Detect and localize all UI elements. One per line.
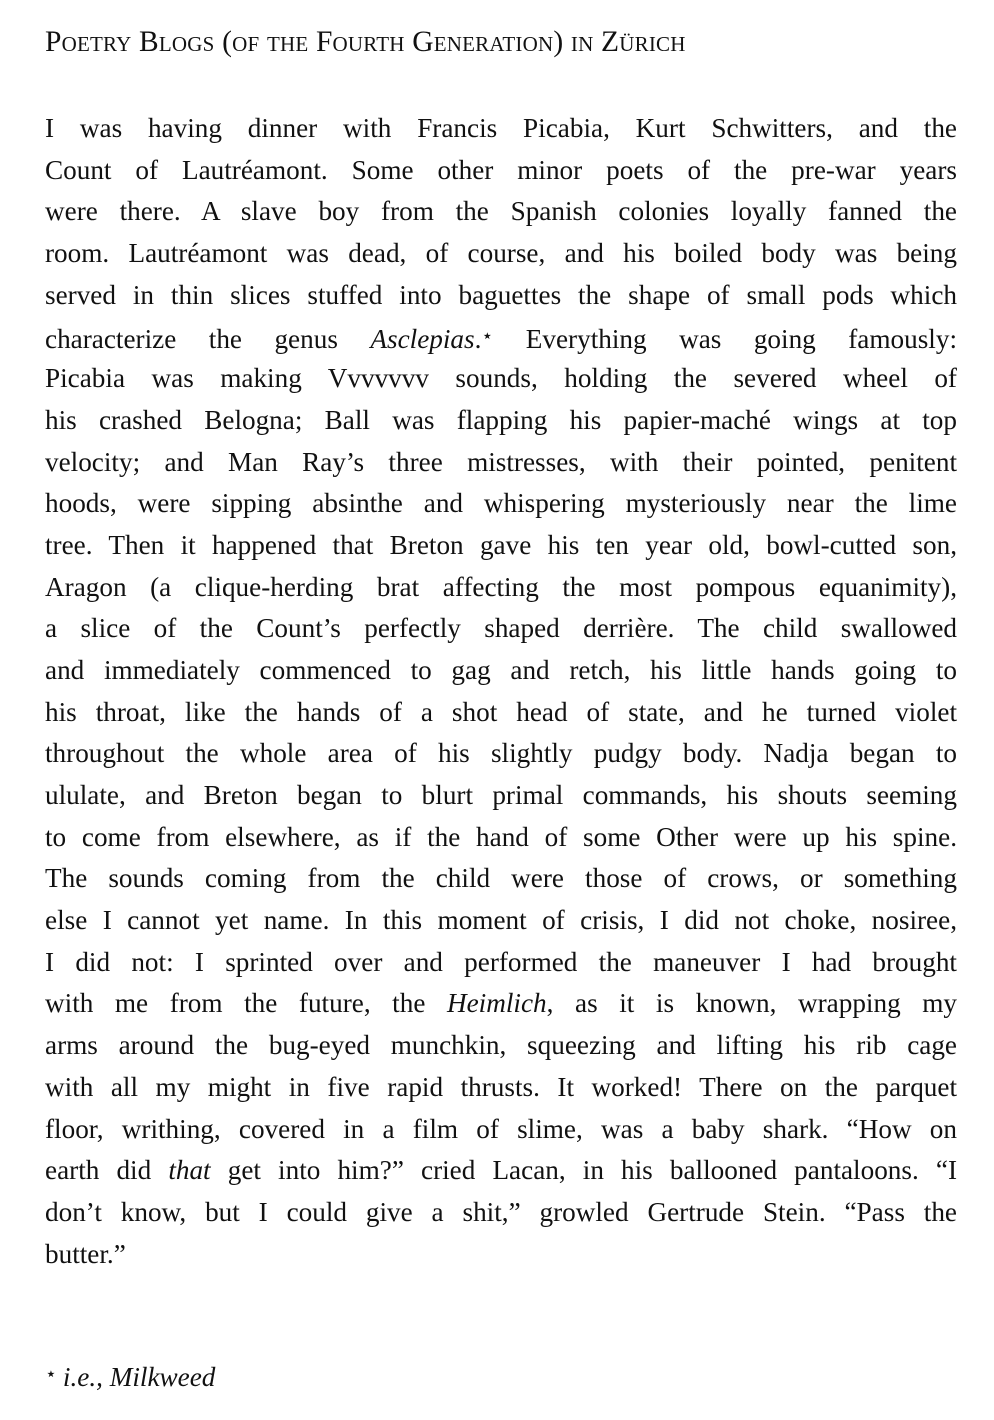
body-line: earth did that get into him?” cried Lacan, in his ballooned pantaloons. “I (45, 1155, 958, 1186)
body-line: with me from the future, the Heimlich, as it is known, wrapping my (45, 988, 957, 1019)
page-title: Poetry Blogs (of the Fourth Generation) in Zürich (45, 26, 686, 58)
body-line: served in thin slices stuffed into baguettes the shape of small pods which (45, 279, 957, 310)
body-line: Picabia was making Vvvvvvv sounds, holding the severed wheel of (45, 363, 957, 394)
italic-term: Asclepias (370, 324, 475, 355)
page (45, 22, 957, 1275)
body-line: velocity; and Man Ray’s three mistresses, with their pointed, penitent (45, 446, 957, 477)
body-line: I was having dinner with Francis Picabia, Kurt Schwitters, and the (45, 113, 957, 143)
footnote-reference-marker: ⋆ (481, 326, 494, 348)
body-line: else I cannot yet name. In this moment of crisis, I did not choke, nosiree, (45, 905, 957, 936)
body-line: to come from elsewhere, as if the hand of some Other were up his spine. (45, 821, 957, 852)
body-line: a slice of the Count’s perfectly shaped derrière. The child swallowed (45, 613, 957, 644)
body-line: butter.” (45, 1238, 126, 1269)
body-line: ululate, and Breton began to blurt primal commands, his shouts seeming (45, 780, 957, 810)
body-line: Count of Lautréamont. Some other minor poets of the pre-war years (45, 154, 957, 185)
body-line: floor, writhing, covered in a film of slime, was a baby shark. “How on (45, 1113, 957, 1144)
body-line: I did not: I sprinted over and performed the maneuver I had brought (45, 946, 957, 977)
italic-term: Heimlich (446, 988, 547, 1019)
body-line: hoods, were sipping absinthe and whispering mysteriously near the lime (45, 488, 957, 519)
footnote (45, 1357, 215, 1395)
body-text (45, 108, 957, 1275)
body-line: characterize the genus Asclepias.⋆ Everything was going famously: (45, 324, 957, 355)
body-line: his throat, like the hands of a shot head of state, and he turned violet (45, 696, 957, 727)
footnote-text: i.e., Milkweed (62, 1362, 216, 1392)
body-line: with all my might in five rapid thrusts. It worked! There on the parquet (45, 1071, 957, 1102)
body-line: and immediately commenced to gag and retch, his little hands going to (45, 654, 957, 685)
body-line: don’t know, but I could give a shit,” growled Gertrude Stein. “Pass the (45, 1196, 957, 1227)
body-line: Aragon (a clique-herding brat affecting the most pompous equanimity), (45, 571, 957, 602)
body-line: throughout the whole area of his slightly pudgy body. Nadja began to (45, 738, 957, 769)
body-line: tree. Then it happened that Breton gave his ten year old, bowl-cutted son, (45, 529, 957, 560)
body-line: room. Lautréamont was dead, of course, and his boiled body was being (45, 238, 957, 269)
body-line: his crashed Belogna; Ball was flapping his papier-maché wings at top (45, 404, 957, 435)
body-line: arms around the bug-eyed munchkin, squeezing and lifting his rib cage (45, 1030, 957, 1061)
body-line: were there. A slave boy from the Spanish colonies loyally fanned the (45, 196, 957, 227)
italic-term: that (168, 1155, 211, 1186)
body-line: The sounds coming from the child were those of crows, or something (45, 863, 957, 894)
footnote-marker: ⋆ (45, 1364, 57, 1385)
